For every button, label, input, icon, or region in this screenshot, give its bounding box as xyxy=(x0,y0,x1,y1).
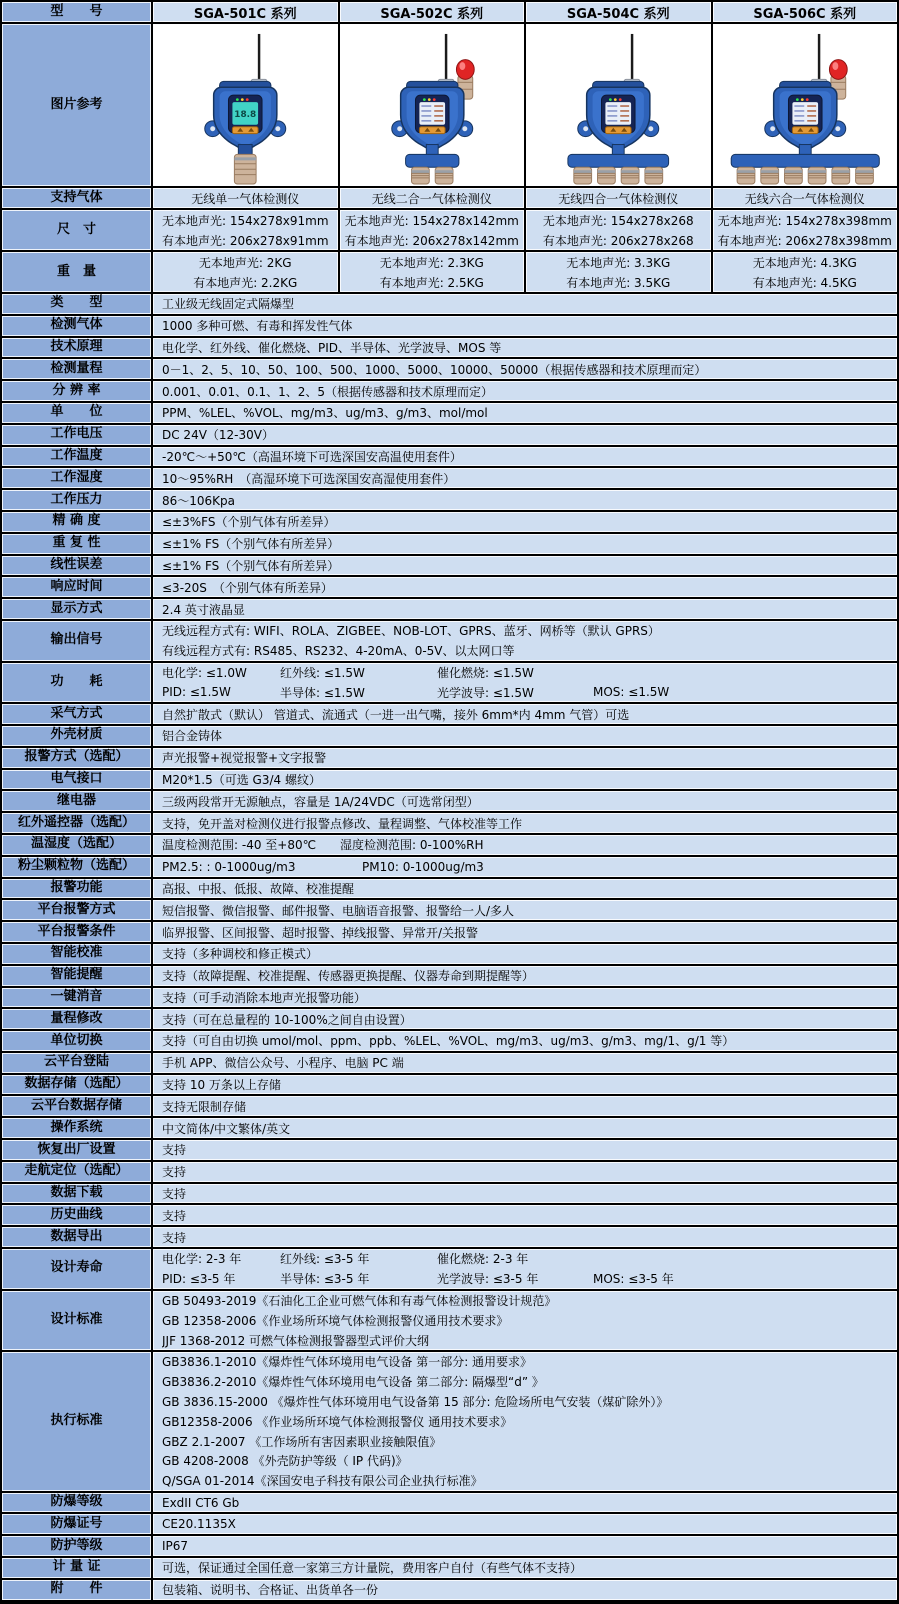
spec-label: 智能校准 xyxy=(2,944,151,964)
spec-label: 量程修改 xyxy=(2,1009,151,1029)
product-image-sga-502c xyxy=(340,24,525,186)
spec-value: 支持，免开盖对检测仪进行报警点修改、量程调整、气体校准等工作 xyxy=(153,813,897,833)
weight-sga-502c: 无本地声光: 2.3KG 有本地声光: 2.5KG xyxy=(340,252,525,292)
spec-value: ≤3-20S （个别气体有所差异） xyxy=(153,577,897,597)
spec-label: 数据存储（选配） xyxy=(2,1075,151,1095)
spec-label: 云平台数据存储 xyxy=(2,1096,151,1116)
spec-value: 铝合金铸体 xyxy=(153,726,897,746)
spec-label: 平台报警方式 xyxy=(2,900,151,920)
spec-label: 功 耗 xyxy=(2,663,151,703)
model-header-label: 型 号 xyxy=(2,2,151,22)
gas-detector-illustration xyxy=(340,30,525,186)
gas-type-sga-502c: 无线二合一气体检测仪 xyxy=(340,188,525,208)
spec-label: 重 复 性 xyxy=(2,534,151,554)
spec-label: 响应时间 xyxy=(2,577,151,597)
spec-value: 支持（可在总量程的 10-100%之间自由设置） xyxy=(153,1009,897,1029)
spec-label: 操作系统 xyxy=(2,1118,151,1138)
spec-label: 平台报警条件 xyxy=(2,922,151,942)
spec-value: 中文简体/中文繁体/英文 xyxy=(153,1118,897,1138)
spec-value: 高报、中报、低报、故障、校准提醒 xyxy=(153,879,897,899)
model-name-sga-506c: SGA-506C 系列 xyxy=(713,2,898,22)
gas-type-sga-506c: 无线六合一气体检测仪 xyxy=(713,188,898,208)
spec-value: 包装箱、说明书、合格证、出货单各一份 xyxy=(153,1580,897,1600)
spec-label: 防护等级 xyxy=(2,1536,151,1556)
gas-detector-illustration xyxy=(713,30,898,186)
spec-value: 临界报警、区间报警、超时报警、掉线报警、异常开/关报警 xyxy=(153,922,897,942)
spec-label: 报警方式（选配） xyxy=(2,748,151,768)
spec-value: 2.4 英寸液晶显 xyxy=(153,599,897,619)
spec-label: 检测气体 xyxy=(2,316,151,336)
spec-value: 86～106Kpa xyxy=(153,490,897,510)
spec-value: 支持 10 万条以上存储 xyxy=(153,1075,897,1095)
spec-value: 支持 xyxy=(153,1162,897,1182)
svg-text:18.8: 18.8 xyxy=(234,109,257,120)
spec-label: 采气方式 xyxy=(2,704,151,724)
spec-label: 类 型 xyxy=(2,294,151,314)
spec-value: PPM、%LEL、%VOL、mg/m3、ug/m3、g/m3、mol/mol xyxy=(153,403,897,423)
spec-value: CE20.1135X xyxy=(153,1514,897,1534)
spec-label: 外壳材质 xyxy=(2,726,151,746)
size-sga-506c: 无本地声光: 154x278x398mm 有本地声光: 206x278x398mm xyxy=(713,210,898,250)
spec-value: DC 24V（12-30V） xyxy=(153,425,897,445)
gas-type-sga-504c: 无线四合一气体检测仪 xyxy=(526,188,711,208)
spec-value: IP67 xyxy=(153,1536,897,1556)
spec-label: 智能提醒 xyxy=(2,966,151,986)
spec-value: GB3836.1-2010《爆炸性气体环境用电气设备 第一部分: 通用要求》 GB3836.2-2010《爆炸性气体环境用电气设备 第二部分: 隔爆型“d” 》 GB 3836.15-2000 《爆炸性气体环境用电气设备第 15 部分: 危险场所电气安装（煤矿除外）》 GB12358-2006 《作业场所环境气体检测报警仪 通用技术要求》 GBZ 2.1-2007 《工作场所有害因素职业接触限值》 GB 4208-2008 《外壳防护等级（ IP 代码)》 Q/SGA 01-2014《深国安电子科技有限公司企业执行标准》 xyxy=(153,1352,897,1491)
spec-label: 防爆等级 xyxy=(2,1493,151,1513)
spec-value: 温度检测范围: -40 至+80℃ 湿度检测范围: 0-100%RH xyxy=(153,835,897,855)
spec-value: 支持（故障提醒、校准提醒、传感器更换提醒、仪器寿命到期提醒等） xyxy=(153,966,897,986)
spec-label: 温湿度（选配） xyxy=(2,835,151,855)
spec-label: 云平台登陆 xyxy=(2,1053,151,1073)
spec-value: 支持 xyxy=(153,1205,897,1225)
spec-label: 历史曲线 xyxy=(2,1205,151,1225)
size-sga-501c: 无本地声光: 154x278x91mm 有本地声光: 206x278x91mm xyxy=(153,210,338,250)
spec-label: 一键消音 xyxy=(2,988,151,1008)
spec-label: 输出信号 xyxy=(2,621,151,661)
weight-row-label: 重 量 xyxy=(2,252,151,292)
spec-label: 电气接口 xyxy=(2,770,151,790)
spec-value: 短信报警、微信报警、邮件报警、电脑语音报警、报警给一人/多人 xyxy=(153,900,897,920)
spec-value: GB 50493-2019《石油化工企业可燃气体和有毒气体检测报警设计规范》 GB 12358-2006《作业场所环境气体检测报警仪通用技术要求》 JJF 1368-2012 可燃气体检测报警器型式评价大纲 xyxy=(153,1291,897,1350)
spec-value: 支持（可自由切换 umol/mol、ppm、ppb、%LEL、%VOL、mg/m3、ug/m3、g/m3、mg/1、g/1 等） xyxy=(153,1031,897,1051)
spec-value: 可选，保证通过全国任意一家第三方计量院，费用客户自付（有些气体不支持） xyxy=(153,1558,897,1578)
spec-label: 工作压力 xyxy=(2,490,151,510)
spec-value: 支持（可手动消除本地声光报警功能） xyxy=(153,988,897,1008)
spec-label: 工作温度 xyxy=(2,447,151,467)
size-sga-504c: 无本地声光: 154x278x268 有本地声光: 206x278x268 xyxy=(526,210,711,250)
spec-value: 0－1、2、5、10、50、100、500、1000、5000、10000、50000（根据传感器和技术原理而定） xyxy=(153,359,897,379)
size-sga-502c: 无本地声光: 154x278x142mm 有本地声光: 206x278x142mm xyxy=(340,210,525,250)
model-comparison-table xyxy=(2,2,897,292)
spec-label: 显示方式 xyxy=(2,599,151,619)
weight-sga-504c: 无本地声光: 3.3KG 有本地声光: 3.5KG xyxy=(526,252,711,292)
spec-value: ≤±3%FS（个别气体有所差异） xyxy=(153,512,897,532)
gas-detector-illustration xyxy=(526,30,711,186)
spec-value: 电化学、红外线、催化燃烧、PID、半导体、光学波导、MOS 等 xyxy=(153,338,897,358)
gas-type-sga-501c: 无线单一气体检测仪 xyxy=(153,188,338,208)
spec-value: 支持 xyxy=(153,1227,897,1247)
spec-label: 设计寿命 xyxy=(2,1249,151,1289)
spec-value: 三级两段常开无源触点，容量是 1A/24VDC（可选常闭型） xyxy=(153,791,897,811)
spec-value: ≤±1% FS（个别气体有所差异） xyxy=(153,534,897,554)
spec-value: 电化学: 2-3 年 红外线: ≤3-5 年 催化燃烧: 2-3 年 PID: ≤3-5 年 半导体: ≤3-5 年 光学波导: ≤3-5 年 MOS: ≤3-5 年 xyxy=(153,1249,897,1289)
model-name-sga-502c: SGA-502C 系列 xyxy=(340,2,525,22)
spec-value: -20℃～+50℃（高温环境下可选深国安高温使用套件） xyxy=(153,447,897,467)
spec-value: M20*1.5（可选 G3/4 螺纹） xyxy=(153,770,897,790)
spec-label: 分 辨 率 xyxy=(2,381,151,401)
spec-value: 手机 APP、微信公众号、小程序、电脑 PC 端 xyxy=(153,1053,897,1073)
spec-value: 工业级无线固定式隔爆型 xyxy=(153,294,897,314)
spec-value: 10～95%RH （高湿环境下可选深国安高湿使用套件） xyxy=(153,468,897,488)
spec-label: 工作电压 xyxy=(2,425,151,445)
spec-label: 防爆证号 xyxy=(2,1514,151,1534)
spec-label: 计 量 证 xyxy=(2,1558,151,1578)
spec-value: 0.001、0.01、0.1、1、2、5（根据传感器和技术原理而定） xyxy=(153,381,897,401)
spec-value: ExdII CT6 Gb xyxy=(153,1493,897,1513)
spec-value: 支持无限制存储 xyxy=(153,1096,897,1116)
gas-row-label: 支持气体 xyxy=(2,188,151,208)
spec-value: ≤±1% FS（个别气体有所差异） xyxy=(153,556,897,576)
spec-value: 1000 多种可燃、有毒和挥发性气体 xyxy=(153,316,897,336)
spec-value: 声光报警+视觉报警+文字报警 xyxy=(153,748,897,768)
spec-label: 粉尘颗粒物（选配） xyxy=(2,857,151,877)
spec-label: 检测量程 xyxy=(2,359,151,379)
model-name-sga-504c: SGA-504C 系列 xyxy=(526,2,711,22)
spec-value: 电化学: ≤1.0W 红外线: ≤1.5W 催化燃烧: ≤1.5W PID: ≤1.5W 半导体: ≤1.5W 光学波导: ≤1.5W MOS: ≤1.5W xyxy=(153,663,897,703)
product-image-sga-501c xyxy=(153,24,338,186)
spec-value: PM2.5: : 0-1000ug/m3 PM10: 0-1000ug/m3 xyxy=(153,857,897,877)
spec-label: 附 件 xyxy=(2,1580,151,1600)
spec-label: 技术原理 xyxy=(2,338,151,358)
spec-label: 红外遥控器（选配） xyxy=(2,813,151,833)
spec-label: 走航定位（选配） xyxy=(2,1162,151,1182)
size-row-label: 尺 寸 xyxy=(2,210,151,250)
model-name-sga-501c: SGA-501C 系列 xyxy=(153,2,338,22)
spec-value: 支持 xyxy=(153,1184,897,1204)
spec-label: 数据下载 xyxy=(2,1184,151,1204)
spec-value: 支持 xyxy=(153,1140,897,1160)
product-image-sga-504c xyxy=(526,24,711,186)
weight-sga-506c: 无本地声光: 4.3KG 有本地声光: 4.5KG xyxy=(713,252,898,292)
gas-detector-illustration xyxy=(153,30,338,186)
spec-label: 单 位 xyxy=(2,403,151,423)
product-image-sga-506c xyxy=(713,24,898,186)
image-row-label: 图片参考 xyxy=(2,24,151,186)
spec-label: 单位切换 xyxy=(2,1031,151,1051)
spec-label: 恢复出厂设置 xyxy=(2,1140,151,1160)
spec-value: 自然扩散式（默认） 管道式、流通式（一进一出气嘴，接外 6mm*内 4mm 气管）可选 xyxy=(153,704,897,724)
spec-value: 无线远程方式有: WIFI、ROLA、ZIGBEE、NOB-LOT、GPRS、蓝牙、网桥等（默认 GPRS） 有线远程方式有: RS485、RS232、4-20mA、0-5V、以太网口等 xyxy=(153,621,897,661)
spec-table xyxy=(2,294,897,1602)
spec-label: 执行标准 xyxy=(2,1352,151,1491)
spec-value: 支持（多种调校和修正模式） xyxy=(153,944,897,964)
spec-label: 继电器 xyxy=(2,791,151,811)
spec-label: 报警功能 xyxy=(2,879,151,899)
spec-label: 数据导出 xyxy=(2,1227,151,1247)
spec-label: 设计标准 xyxy=(2,1291,151,1350)
spec-label: 精 确 度 xyxy=(2,512,151,532)
spec-label: 线性误差 xyxy=(2,556,151,576)
weight-sga-501c: 无本地声光: 2KG 有本地声光: 2.2KG xyxy=(153,252,338,292)
spec-label: 工作湿度 xyxy=(2,468,151,488)
